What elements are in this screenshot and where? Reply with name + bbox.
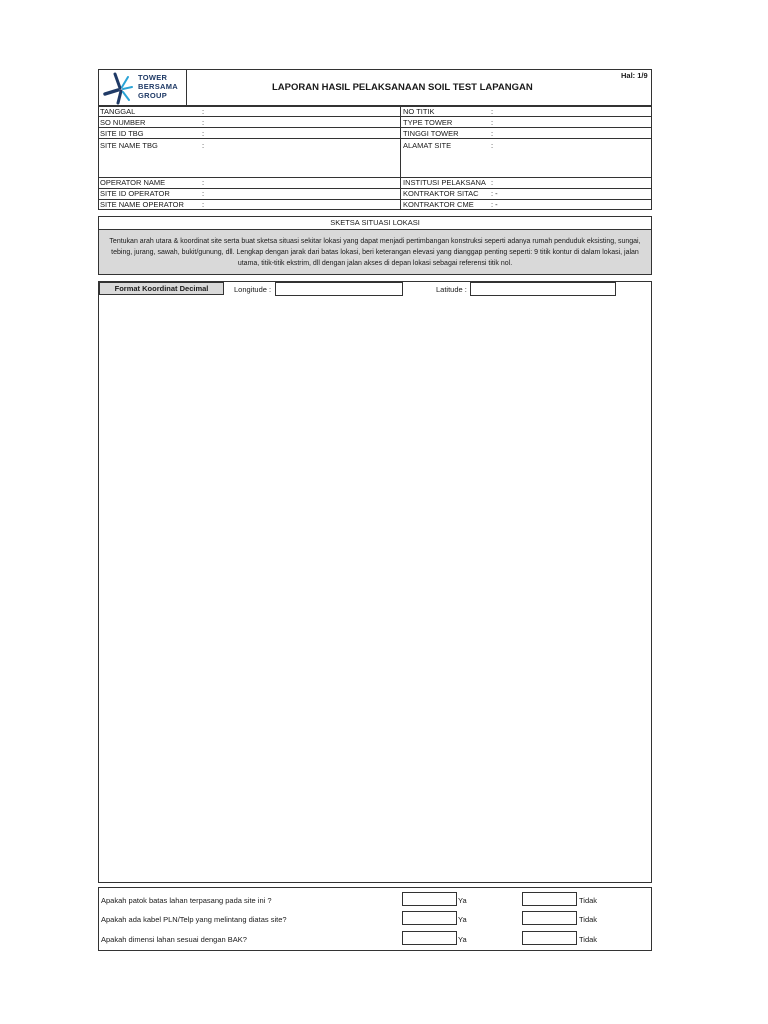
header-divider [186,69,187,106]
longitude-input[interactable] [275,282,403,296]
logo-mark-icon [102,71,138,105]
question-3-yes-checkbox[interactable] [402,931,457,945]
field-site-id-operator-sep: : [202,189,205,198]
question-3-no-checkbox[interactable] [522,931,577,945]
question-3-text: Apakah dimensi lahan sesuai dengan BAK? [101,935,247,944]
question-2-no-label: Tidak [579,915,598,924]
field-alamat-site-label: ALAMAT SITE [403,141,452,150]
field-alamat-site-sep: : [491,141,494,150]
logo-text-2: BERSAMA [138,82,179,91]
field-site-name-tbg-sep: : [202,141,205,150]
field-kontraktor-cme-label: KONTRAKTOR CME [403,200,474,209]
field-site-name-operator-sep: : [202,200,205,209]
logo-text-1: TOWER [138,73,168,82]
field-operator-name-sep: : [202,178,205,187]
field-tinggi-tower-label: TINGGI TOWER [403,129,459,138]
latitude-input[interactable] [470,282,616,296]
question-2-text: Apakah ada kabel PLN/Telp yang melintang diatas site? [101,915,287,924]
question-1-yes-label: Ya [458,896,467,905]
field-kontraktor-sitac-sep: : - [491,189,498,198]
field-so-number-sep: : [202,118,205,127]
info-table [98,106,652,210]
field-site-name-tbg-label: SITE NAME TBG [100,141,158,150]
question-1-yes-checkbox[interactable] [402,892,457,906]
sketch-instruction: Tentukan arah utara & koordinat site serta buat sketsa situasi sekitar lokasi yang dapat menjadi pertimbangan konstruksi seperti adanya rumah penduduk eksisting, sungai, tebing, jurang, sawah, bukit/gunung, dll. Lengkap dengan jarak dari batas lokasi, beri keterangan elevasi yang dianggap penting seperti: 9 titik kontur di dalam lokasi, jalan utama, titik-titik ekstrim, dll dengan jalan akses di depan lokasi sebagai referensi titik nol. [109,238,641,267]
question-1-no-label: Tidak [579,896,598,905]
field-institusi-label: INSTITUSI PELAKSANA [403,178,486,187]
question-1-no-checkbox[interactable] [522,892,577,906]
field-site-id-tbg-sep: : [202,129,205,138]
field-kontraktor-sitac-label: KONTRAKTOR SITAC [403,189,479,198]
longitude-label: Longitude : [234,285,272,294]
field-institusi-sep: : [491,178,494,187]
sketch-title: SKETSA SITUASI LOKASI [330,218,420,227]
question-1-text: Apakah patok batas lahan terpasang pada site ini ? [101,896,272,905]
question-2-yes-label: Ya [458,915,467,924]
company-logo [102,71,186,105]
field-tanggal-label: TANGGAL [100,107,136,116]
field-no-titik-label: NO TITIK [403,107,435,116]
field-tinggi-tower-sep: : [491,129,494,138]
page-title: LAPORAN HASIL PELAKSANAAN SOIL TEST LAPANGAN [272,82,533,93]
info-table-divider [400,106,401,210]
question-3-no-label: Tidak [579,935,598,944]
question-3-yes-label: Ya [458,935,467,944]
field-site-name-operator-label: SITE NAME OPERATOR [100,200,184,209]
page-number: Hal: 1/9 [621,71,648,80]
field-type-tower-sep: : [491,118,494,127]
field-operator-name-label: OPERATOR NAME [100,178,166,187]
field-kontraktor-cme-sep: : - [491,200,498,209]
field-site-id-operator-label: SITE ID OPERATOR [100,189,170,198]
logo-text-3: GROUP [138,91,168,100]
field-so-number-label: SO NUMBER [100,118,146,127]
field-site-id-tbg-label: SITE ID TBG [100,129,144,138]
question-2-no-checkbox[interactable] [522,911,577,925]
field-tanggal-sep: : [202,107,205,116]
field-no-titik-sep: : [491,107,494,116]
coordinate-format-label: Format Koordinat Decimal [114,284,209,293]
question-2-yes-checkbox[interactable] [402,911,457,925]
sketch-drawing-area[interactable] [98,281,652,883]
field-type-tower-label: TYPE TOWER [403,118,453,127]
latitude-label: Latitude : [436,285,467,294]
